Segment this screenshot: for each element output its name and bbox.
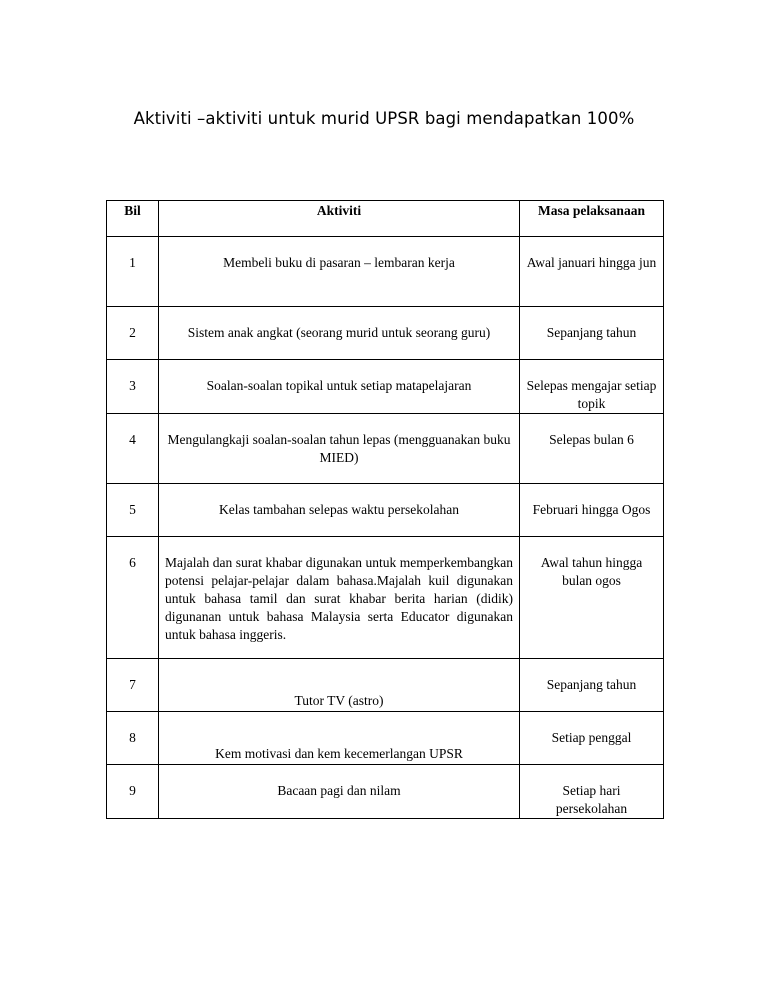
header-masa: Masa pelaksanaan bbox=[520, 201, 664, 237]
table-row bbox=[107, 307, 664, 360]
cell-bil: 1 bbox=[107, 237, 159, 307]
cell-bil: 4 bbox=[107, 414, 159, 484]
cell-bil: 5 bbox=[107, 484, 159, 537]
table-row bbox=[107, 765, 664, 819]
cell-masa: Setiap hari persekolahan bbox=[520, 765, 664, 819]
cell-bil: 8 bbox=[107, 712, 159, 765]
cell-aktiviti: Kelas tambahan selepas waktu persekolahan bbox=[159, 484, 520, 537]
table-row bbox=[107, 537, 664, 659]
cell-bil: 9 bbox=[107, 765, 159, 819]
cell-bil: 7 bbox=[107, 659, 159, 712]
cell-masa: Setiap penggal bbox=[520, 712, 664, 765]
cell-aktiviti: Tutor TV (astro) bbox=[159, 659, 520, 712]
cell-masa: Awal tahun hingga bulan ogos bbox=[520, 537, 664, 659]
cell-bil: 3 bbox=[107, 360, 159, 414]
header-aktiviti: Aktiviti bbox=[159, 201, 520, 237]
cell-aktiviti: Majalah dan surat khabar digunakan untuk memperkembangkan potensi pelajar-pelajar dalam bahasa.Majalah kuil digunakan untuk bahasa tamil dan surat khabar berita harian (didik) digunanan untuk bahasa Malaysia serta Educator digunakan untuk bahasa inggeris. bbox=[159, 537, 520, 659]
cell-bil: 2 bbox=[107, 307, 159, 360]
cell-bil: 6 bbox=[107, 537, 159, 659]
cell-masa: Awal januari hingga jun bbox=[520, 237, 664, 307]
table-row bbox=[107, 414, 664, 484]
table-row bbox=[107, 659, 664, 712]
cell-aktiviti: Sistem anak angkat (seorang murid untuk seorang guru) bbox=[159, 307, 520, 360]
activities-table bbox=[106, 200, 664, 819]
cell-masa: Selepas mengajar setiap topik bbox=[520, 360, 664, 414]
cell-aktiviti: Bacaan pagi dan nilam bbox=[159, 765, 520, 819]
table-header-row bbox=[107, 201, 664, 237]
cell-aktiviti: Soalan-soalan topikal untuk setiap matapelajaran bbox=[159, 360, 520, 414]
table-row bbox=[107, 237, 664, 307]
table-row bbox=[107, 712, 664, 765]
cell-aktiviti: Kem motivasi dan kem kecemerlangan UPSR bbox=[159, 712, 520, 765]
cell-masa: Sepanjang tahun bbox=[520, 659, 664, 712]
cell-aktiviti: Membeli buku di pasaran – lembaran kerja bbox=[159, 237, 520, 307]
page-title: Aktiviti –aktiviti untuk murid UPSR bagi mendapatkan 100% bbox=[133, 109, 635, 128]
cell-masa: Selepas bulan 6 bbox=[520, 414, 664, 484]
cell-masa: Februari hingga Ogos bbox=[520, 484, 664, 537]
table-row bbox=[107, 360, 664, 414]
table-row bbox=[107, 484, 664, 537]
cell-aktiviti: Mengulangkaji soalan-soalan tahun lepas (mengguanakan buku MIED) bbox=[159, 414, 520, 484]
header-bil: Bil bbox=[107, 201, 159, 237]
cell-masa: Sepanjang tahun bbox=[520, 307, 664, 360]
